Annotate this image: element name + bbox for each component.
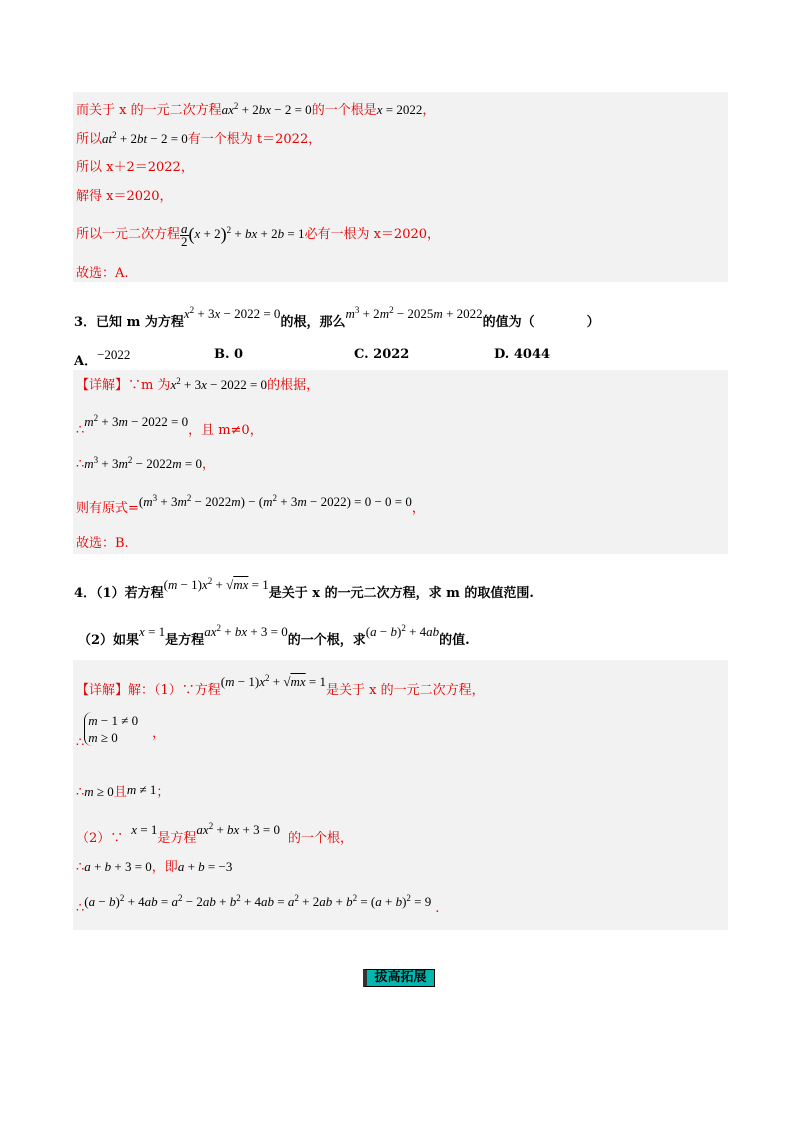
q3-solution-line-2: $\therefore m^2 + 3m - 2022 = 0$，且 m≠0， [76,413,263,438]
math-expression: $m^2 + 3m - 2022 = 0$ [84,413,189,429]
math-expression: m ≥ 0 [84,784,114,799]
math-expression: −2022 [97,347,131,362]
question-4-part-2: （2）如果x = 1是方程$ax^2$ + bx + 3 = 0的一个根，求$(a - b)^2 + 4ab$的值. [78,623,470,648]
q4-solution-line-1: 【详解】解：（1）∵方程$(m - 1)x^2 + √mx = 1$是关于 x 的一元二次方程， [76,673,485,698]
section-tab-label: 拔高拓展 [374,970,427,985]
math-expression: $(m - 1)x^2 + √mx = 1$ [163,576,269,592]
math-expression: $m^3 + 2m^2 - 2025m + 2022$ [345,305,483,321]
q4-solution-box [73,660,728,930]
math-expression: x = 2022 [376,102,423,117]
math-expression: $ax^2 + 2bx - 2 = 0$ [221,101,312,117]
math-expression: $ax^2$ + bx + 3 = 0 [204,623,288,639]
q3-solution-line-3: $\therefore m^3 + 3m^2 - 2022m = 0$， [76,455,215,472]
math-expression: $(a - b)^2 + 4ab$ [365,623,440,639]
q4-solution-line-5: ∴a + b + 3 = 0，即a + b = −3 [76,859,233,875]
q4-solution-line-2: ∴ m − 1 ≠ 0 m ≥ 0 ， [76,713,166,751]
question-3-stem: 3．已知 m 为方程$x^2 + 3x - 2022 = 0$的根，那么$m^3 + 2m^2 - 2025m + 2022$的值为（ ） [74,305,600,330]
q3-solution-line-1: 【详解】∵m 为$x^2 + 3x - 2022 = 0$的根据， [76,376,320,393]
prev-solution-line-1: 而关于 x 的一元二次方程$ax^2 + 2bx - 2 = 0$的一个根是x = 2022， [76,101,436,118]
q4-solution-line-3: ∴m ≥ 0且m ≠ 1； [76,782,170,800]
math-expression: $\frac{a}{2}$ $(x + 2)^2$ + bx + 2b = 1 [181,220,305,249]
prev-solution-line-5: 所以一元二次方程 $\frac{a}{2}$ $(x + 2)^2$ + bx + 2b = 1必有一根为 x＝2020， [76,220,441,249]
option-a[interactable]: A．−2022 [74,347,131,369]
section-tab [363,969,435,987]
q4-solution-line-6: ∴(a − $b)^2 + 4ab = a^2 - 2ab + b^2 + 4ab = a^2 + 2ab + b^2 = (a + b)^2 = 9$ . [76,893,440,916]
prev-solution-box [73,92,728,282]
math-expression: a + b + 3 = 0 [84,859,152,874]
math-expression: $(a - b)^2 + 4ab = a^2 - 2ab + b^2 + 4ab = a^2 + 2ab + b^2 = (a + b)^2 = 9$ [84,893,432,909]
math-expression: $x^2 + 3x - 2022 = 0$ [183,305,281,321]
question-4-part-1: 4．（1）若方程$(m - 1)x^2 + √mx = 1$是关于 x 的一元二次方程，求 m 的取值范围. [74,576,534,601]
prev-solution-line-4: 解得 x＝2020， [76,189,173,204]
q3-solution-line-5: 故选：B. [76,536,129,551]
option-d[interactable]: D. 4044 [494,347,551,362]
option-c[interactable]: C. 2022 [354,347,410,362]
prev-solution-line-3: 所以 x＋2＝2022， [76,160,194,175]
option-b[interactable]: B. 0 [214,347,244,362]
q4-solution-line-4: （2）∵x = 1是方程$ax^2$ + bx + 3 = 0的一个根， [76,821,354,846]
math-expression: $x^2 + 3x - 2022 = 0$ [170,376,268,392]
math-expression: $m^3 + 3m^2 - 2022m = 0$ [84,455,202,471]
math-expression: x = 1 [131,822,158,837]
prev-solution-line-2: 所以$at^2 + 2bt - 2 = 0$有一个根为 t＝2022， [76,130,322,147]
prev-solution-line-6: 故选：A. [76,266,129,281]
math-expression: $(m^3 + 3m^2 - 2022m) - (m^2 + 3m - 2022) = 0 - 0 = 0$ [138,493,412,509]
math-expression: $(m - 1)x^2 + √mx = 1$ [220,673,326,689]
system-of-inequalities: m − 1 ≠ 0 m ≥ 0 [84,712,138,746]
math-expression: a + b = −3 [177,859,233,874]
math-expression: $at^2 + 2bt - 2 = 0$ [102,130,188,146]
math-expression: $ax^2$ + bx + 3 = 0 [196,821,280,837]
q3-solution-line-4: 则有原式$=(m^3 + 3m^2 - 2022m) - (m^2 + 3m - 2022) = 0 - 0 = 0$， [76,493,425,516]
math-expression: x = 1 [139,624,166,639]
math-expression: m ≠ 1 [126,782,157,797]
